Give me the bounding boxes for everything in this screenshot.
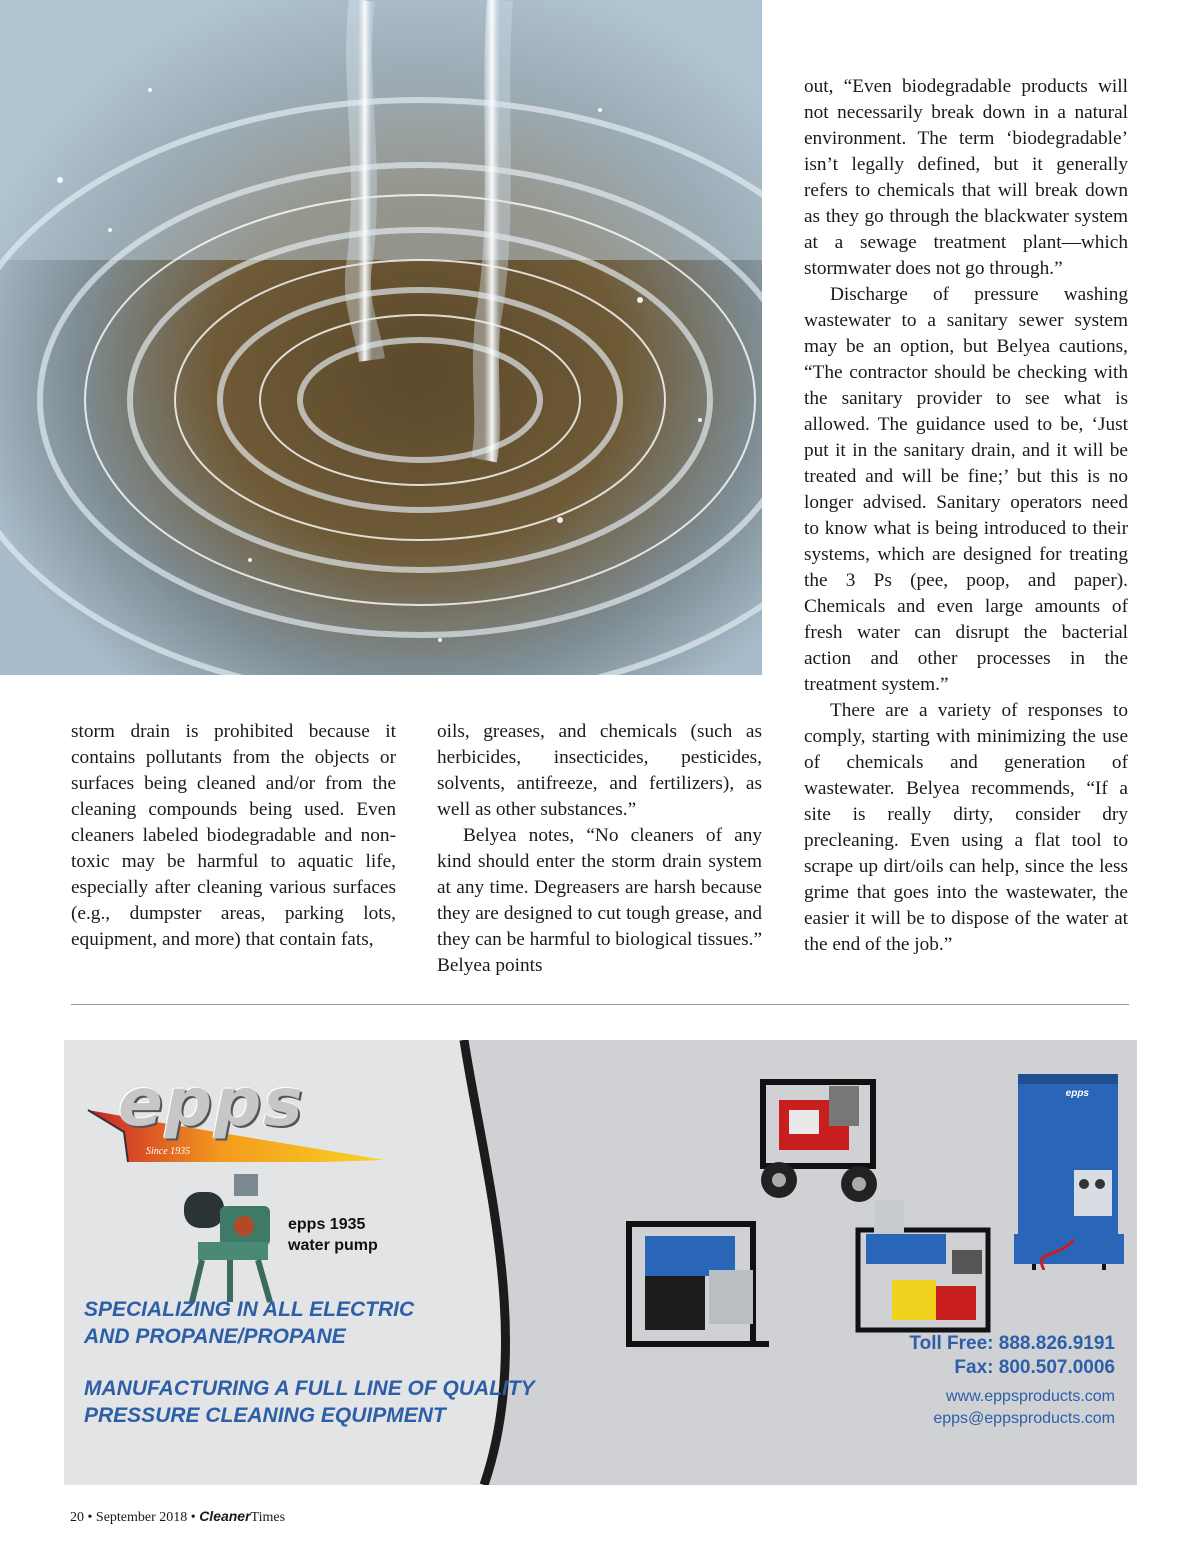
tagline-specializing (84, 1296, 544, 1350)
email-link[interactable]: epps@eppsproducts.com (933, 1410, 1115, 1427)
article-column-1 (71, 719, 396, 953)
pump-caption (288, 1214, 428, 1256)
epps-advertisement (64, 1040, 1137, 1485)
tagline-line: SPECIALIZING IN ALL ELECTRIC (84, 1298, 415, 1321)
article-paragraph: storm drain is prohibited because it contains pollutants from the objects or surfaces being cleaned and/or from the cleaning compounds being used. Even cleaners labeled biodegradable and non-toxic may be harmful to aquatic life, especially after cleaning various surfaces (e.g., dumpster areas, parking lots, equipment, and more) that contain fats, (71, 721, 396, 950)
pump-caption-line1: epps 1935 (288, 1216, 366, 1233)
article-paragraph: There are a variety of responses to comply, starting with minimizing the use of chemicals and generation of wastewater. Belyea recommends, “If a site is really dirty, consider dry precleaning. Even using a flat tool to scrape up dirt/oils can help, since the less grime that goes into the wastewater, the easier it will be to dispose of the water at the end of the job.” (804, 700, 1128, 955)
fax-number: Fax: 800.507.0006 (954, 1357, 1115, 1378)
pump-caption-line2: water pump (288, 1237, 378, 1254)
page-number: 20 (70, 1510, 84, 1525)
water-splash-photo (0, 0, 762, 675)
article-column-3 (804, 74, 1128, 958)
article-column-2 (437, 719, 762, 979)
article-paragraph: Discharge of pressure washing wastewater to a sanitary sewer system may be an option, but Belyea cautions, “The contractor should be checking with the sanitary provider to see what is allowed. The guidance used to be, ‘Just put it in the sanitary drain, and it will be treated and will be fine;’ but this is no longer advised. Sanitary operators need to know what is being introduced to their systems, which are designed for treating the 3 Ps (pee, poop, and paper). Chemicals and even large amounts of fresh water can disrupt the bacterial action and other processes in the treatment system.” (804, 284, 1128, 695)
pressure-washer-cart-image (749, 1068, 889, 1208)
footer-separator: • (190, 1510, 196, 1525)
tagline-line: AND PROPANE/PROPANE (84, 1325, 346, 1348)
website-link[interactable]: www.eppsproducts.com (946, 1388, 1115, 1405)
electric-washer-skid-image (619, 1210, 779, 1360)
footer-separator: • (87, 1510, 93, 1525)
article-paragraph: Belyea notes, “No cleaners of any kind should enter the storm drain system at any time. Degreasers are harsh because they are designed to cut tough grease, and they can be harmful to biological tissues.” Belyea points (437, 825, 763, 976)
hot-water-washer-image (852, 1200, 1002, 1350)
logo-since: Since 1935 (146, 1146, 191, 1157)
cabinet-logo: epps (1065, 1088, 1089, 1099)
page-footer (70, 1508, 285, 1526)
article-paragraph: oils, greases, and chemicals (such as herbicides, insecticides, pesticides, solvents, antifreeze, and fertilizers), as well as other substances.” (437, 721, 762, 820)
water-pump-image (174, 1166, 284, 1306)
tagline-manufacturing (84, 1375, 544, 1429)
issue-date: September 2018 (95, 1510, 188, 1525)
heater-cabinet-image (1014, 1070, 1124, 1270)
magazine-name-rest: Times (250, 1510, 286, 1525)
toll-free-number: Toll Free: 888.826.9191 (909, 1333, 1115, 1354)
magazine-name-italic: Cleaner (199, 1508, 251, 1524)
epps-logo (84, 1058, 384, 1170)
tagline-line: PRESSURE CLEANING EQUIPMENT (84, 1404, 446, 1427)
tagline-line: MANUFACTURING A FULL LINE OF QUALITY (84, 1377, 535, 1400)
section-divider (71, 1004, 1129, 1005)
water-splash-illustration (0, 0, 762, 675)
logo-wordmark: epps (118, 1064, 305, 1141)
article-paragraph: out, “Even biodegradable products will not necessarily break down in a natural environment. The term ‘biodegradable’ isn’t legally defined, but it generally refers to chemicals that will break down as they go through the blackwater system at a sewage treatment plant—which stormwater does not go through.” (804, 76, 1128, 279)
